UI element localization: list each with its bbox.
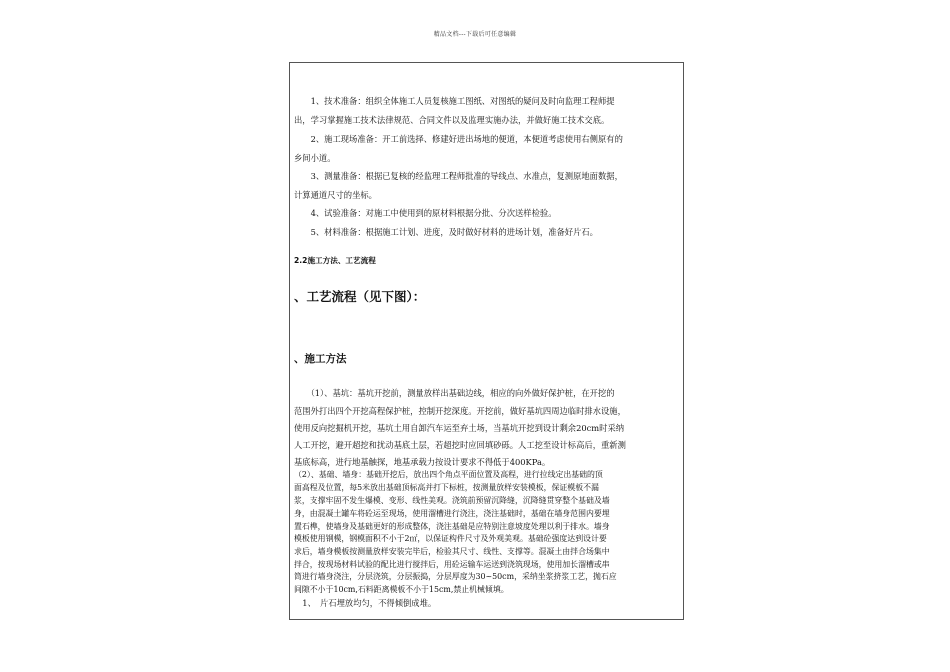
prep-line-2: 出，学习掌握施工技术法律规范、合同文件以及监理实施办法，并做好施工技术交底。: [294, 115, 610, 125]
prep-line-5: 3、测量准备：根据已复核的经监理工程师批准的导线点、水准点，复测原地面数据，: [294, 171, 623, 181]
method-p2-line-1: （2）、基础、墙身：基础开挖后，放出四个角点平面位置及高程，进行拉线定出基础的顶: [294, 470, 603, 479]
method-p2-line-11: 1、 片石埋放均匀，不得倾倒成堆。: [294, 598, 437, 608]
method-p1-line-4: 人工开挖，避开超挖和扰动基底土层，若超挖时应回填砂砾。人工挖至设计标高后，重新测: [294, 440, 626, 450]
prep-line-4: 乡间小道。: [294, 153, 336, 163]
method-p2-line-5: 置石榫，使墙身及基础更好的形成整体，浇注基础是应特别注意坡度处理以利于排水。墙身: [294, 522, 610, 531]
method-p1-line-3: 使用反向挖掘机开挖，基坑土用自卸汽车运至弃土场，当基坑开挖到设计剩余20cm时采纳: [294, 423, 625, 433]
method-p1-line-1: （1）、基坑：基坑开挖前，测量放样出基础边线，相应的向外做好保护桩，在开挖的: [294, 388, 615, 398]
method-p2-line-7: 求后，墙身模板按测量放样安装完毕后，检验其尺寸、线性、支撑等。混凝土由拌合场集中: [294, 547, 610, 556]
prep-line-6: 计算通道尺寸的坐标。: [294, 190, 377, 200]
prep-line-8: 5、材料准备：根据施工计划、进度，及时做好材料的进场计划，准备好片石。: [294, 227, 598, 237]
method-p2-line-2: 面高程及位置，每5米放出基础顶标高并打下标桩，按测量放样安装模板，保证模板不漏: [294, 483, 599, 492]
method-p2-line-6: 模板使用钢模，钢模面积不小于2㎡，以保证构件尺寸及外观美观。基础砼强度达到设计要: [294, 534, 607, 543]
method-p1-line-5: 基底标高，进行地基触探，地基承载力按设计要求不得低于400KPa。: [294, 457, 551, 467]
method-p2-line-4: 身，由混凝土罐车将砼运至现场，使用溜槽进行浇注，浇注基础时，基础在墙身范围内要埋: [294, 509, 610, 518]
method-p2-line-3: 浆，支撑牢固不发生爆模、变形、线性美观。浇筑前预留沉降缝，沉降缝贯穿整个基础及墙: [294, 496, 610, 505]
method-p2-line-9: 筒进行墙身浇注，分层浇筑，分层振捣，分层厚度为30~50cm，采纳坐浆挤浆工艺，抛石应: [294, 572, 617, 581]
flow-title: 、工艺流程（见下图）：: [294, 289, 426, 304]
page-header-note: 精品文档---下载后可任意编辑: [433, 31, 517, 38]
method-p2-line-10: 间隙不小于10cm,石料距离模板不小于15cm,禁止机械倾填。: [294, 585, 509, 594]
section-heading: 2.2施工方法、工艺流程: [294, 256, 376, 265]
prep-line-7: 4、试验准备：对施工中使用到的原材料根据分批、分次送样检验。: [294, 208, 557, 218]
method-title: 、施工方法: [294, 353, 347, 365]
prep-line-1: 1、技术准备：组织全体施工人员复核施工图纸、对图纸的疑问及时向监理工程师提: [294, 96, 615, 106]
method-p2-line-8: 拌合，按现场材料试验的配比进行搅拌后，用砼运输车运送到浇筑现场，使用加长溜槽或串: [294, 560, 610, 569]
prep-line-3: 2、施工现场准备：开工前选择、修建好进出场地的便道，本便道考虑使用右侧原有的: [294, 134, 623, 144]
method-p1-line-2: 范围外打出四个开挖高程保护桩，控制开挖深度。开挖前，做好基坑四周边临时排水设施，: [294, 406, 626, 416]
